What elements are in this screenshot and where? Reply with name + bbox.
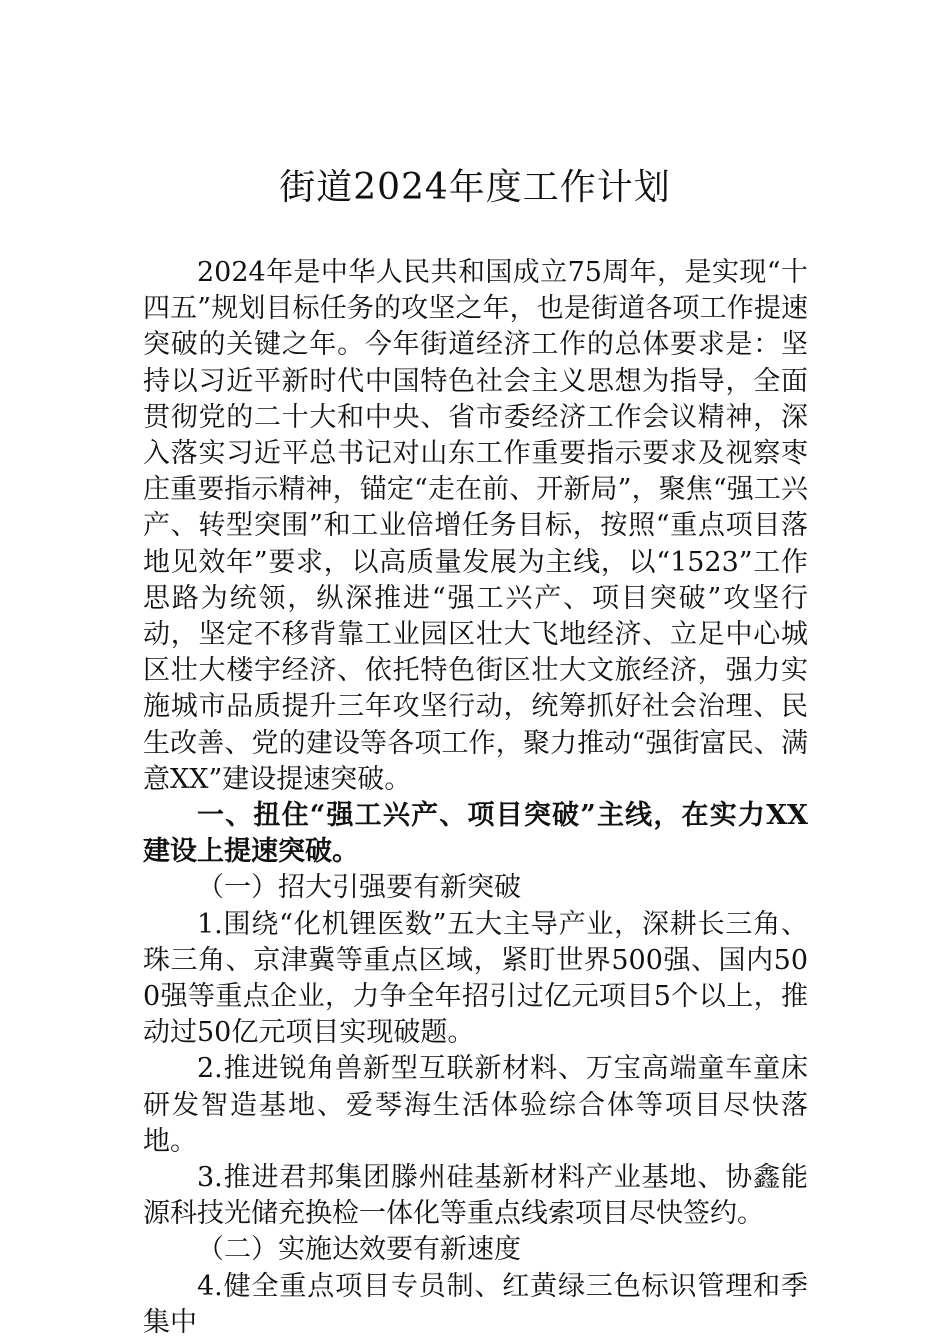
document-title: 街道2024年度工作计划	[279, 167, 671, 208]
list-item-2: 2.推进锐角兽新型互联新材料、万宝高端童车童床研发智造基地、爱琴海生活体验综合体等项目尽快落地。	[143, 1053, 808, 1157]
section-heading-1: 一、扭住“强工兴产、项目突破”主线，在实力XX建设上提速突破。	[143, 800, 808, 868]
subsection-heading-2: （二）实施达效要有新速度	[197, 1234, 521, 1266]
intro-paragraph: 2024年是中华人民共和国成立75周年，是实现“十四五”规划目标任务的攻坚之年，也是街道各项工作提速突破的关键之年。今年街道经济工作的总体要求是：坚持以习近平新时代中国特色社会主义思想为指导，全面贯彻党的二十大和中央、省市委经济工作会议精神，深入落实习近平总书记对山东工作重要指示要求及视察枣庄重要指示精神，锚定“走在前、开新局”，聚焦“强工兴产、转型突围”和工业倍增任务目标，按照“重点项目落地见效年”要求，以高质量发展为主线，以“1523”工作思路为统领，纵深推进“强工兴产、项目突破”攻坚行动，坚定不移背靠工业园区壮大飞地经济、立足中心城区壮大楼宇经济、依托特色街区壮大文旅经济，强力实施城市品质提升三年攻坚行动，统筹抓好社会治理、民生改善、党的建设等各项工作，聚力推动“强街富民、满意XX”建设提速突破。	[143, 257, 808, 795]
list-item-1: 1.围绕“化机锂医数”五大主导产业，深耕长三角、珠三角、京津冀等重点区域，紧盯世界500强、国内500强等重点企业，力争全年招引过亿元项目5个以上，推动过50亿元项目实现破题。	[143, 908, 808, 1049]
list-item-3: 3.推进君邦集团滕州硅基新材料产业基地、协鑫能源科技光储充换检一体化等重点线索项目尽快签约。	[143, 1162, 808, 1230]
list-item-4: 4.健全重点项目专员制、红黄绿三色标识管理和季集中	[143, 1270, 808, 1338]
subsection-heading-1: （一）招大引强要有新突破	[197, 872, 521, 904]
document-body	[143, 255, 808, 1341]
